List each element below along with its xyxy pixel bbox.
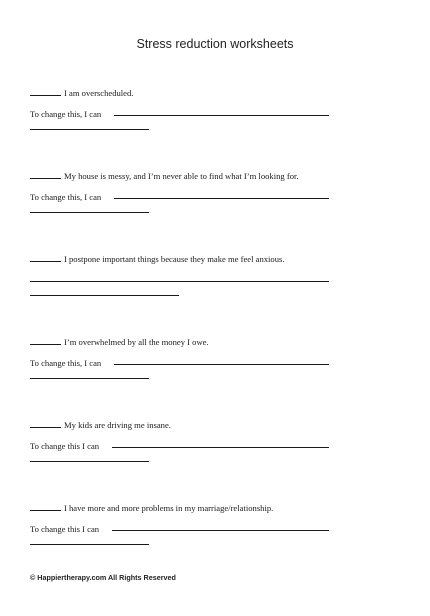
statement-row bbox=[30, 169, 299, 183]
answer-line[interactable] bbox=[112, 530, 329, 531]
answer-line[interactable] bbox=[30, 281, 329, 282]
statement-text: I’m overwhelmed by all the money I owe. bbox=[64, 337, 209, 347]
statement-text: I am overscheduled. bbox=[64, 88, 134, 98]
answer-line[interactable] bbox=[114, 198, 329, 199]
statement-row bbox=[30, 501, 273, 515]
statement-row bbox=[30, 418, 171, 432]
rating-blank[interactable] bbox=[30, 87, 61, 96]
answer-line-continued[interactable] bbox=[30, 378, 149, 379]
answer-line-continued[interactable] bbox=[30, 129, 149, 130]
prompt-text: To change this, I can bbox=[30, 192, 102, 202]
rating-blank[interactable] bbox=[30, 502, 61, 511]
prompt-text: To change this, I can bbox=[30, 109, 102, 119]
prompt-text: To change this I can bbox=[30, 441, 100, 451]
rating-blank[interactable] bbox=[30, 253, 61, 262]
answer-line-continued[interactable] bbox=[30, 544, 149, 545]
statement-text: My kids are driving me insane. bbox=[64, 420, 171, 430]
answer-line-continued[interactable] bbox=[30, 461, 149, 462]
statement-text: My house is messy, and I’m never able to find what I’m looking for. bbox=[64, 171, 299, 181]
copyright-footer: © Happiertherapy.com All Rights Reserved bbox=[30, 573, 176, 582]
prompt-text: To change this I can bbox=[30, 524, 100, 534]
answer-line[interactable] bbox=[114, 115, 329, 116]
answer-line-continued[interactable] bbox=[30, 295, 179, 296]
statement-text: I have more and more problems in my marriage/relationship. bbox=[64, 503, 274, 513]
answer-line[interactable] bbox=[114, 364, 329, 365]
page-title: Stress reduction worksheets bbox=[136, 37, 294, 51]
rating-blank[interactable] bbox=[30, 170, 61, 179]
statement-row bbox=[30, 335, 209, 349]
rating-blank[interactable] bbox=[30, 419, 61, 428]
answer-line[interactable] bbox=[112, 447, 329, 448]
rating-blank[interactable] bbox=[30, 336, 61, 345]
prompt-text: To change this, I can bbox=[30, 358, 102, 368]
answer-line-continued[interactable] bbox=[30, 212, 149, 213]
statement-row bbox=[30, 252, 285, 266]
statement-text: I postpone important things because they make me feel anxious. bbox=[64, 254, 285, 264]
statement-row bbox=[30, 86, 133, 100]
